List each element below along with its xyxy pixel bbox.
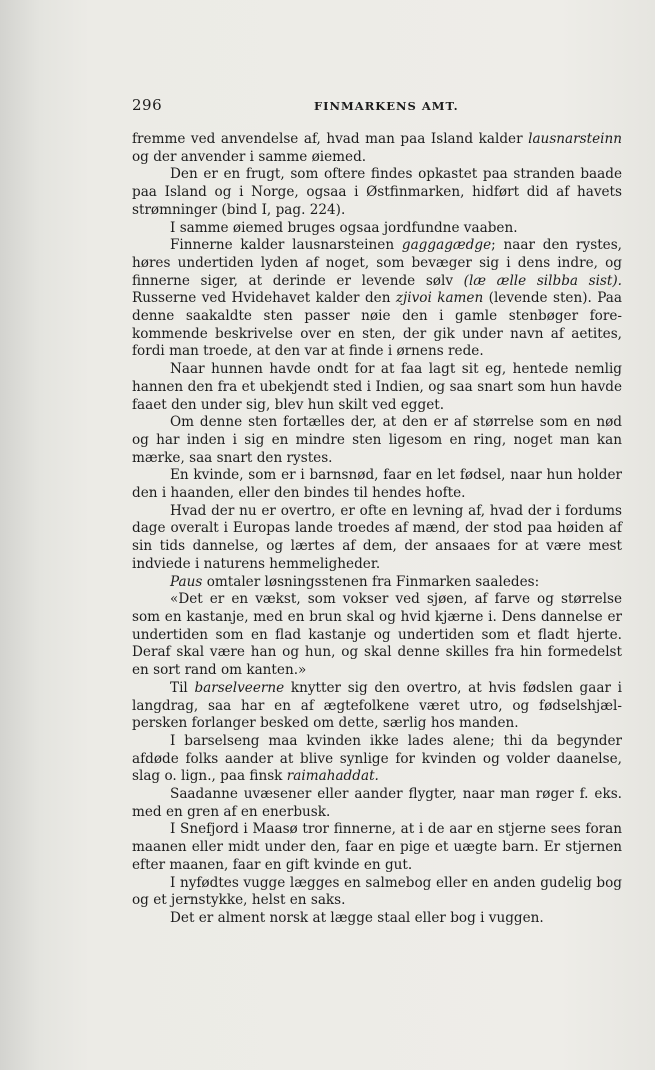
italic-term: Paus	[170, 573, 203, 590]
italic-term: lausnarsteinn	[528, 131, 622, 147]
text-run: og der anvender i samme øiemed.	[132, 148, 367, 165]
page-number: 296	[132, 96, 163, 114]
text-run: I samme øiemed bruges ogsaa jordfundne vaaben.	[170, 219, 518, 236]
text-run: I nyfødtes vugge lægges en salmebog eller en anden gudelig bog og et jernstykke, helst en saks.	[132, 874, 622, 909]
text-run: (levende sten). Paa denne saakaldte sten passer nøie den i gamle stenbøger forekommende beskrivelse over en sten, der gik under navn af aetites, fordi man troede, at den var at finde i ørnens rede.	[132, 290, 622, 360]
text-run: omtaler løsningsstenen fra Finmarken saaledes:	[202, 573, 540, 590]
paragraph	[132, 875, 622, 910]
paragraph	[132, 733, 622, 786]
text-run: Det er alment norsk at lægge staal eller bog i vuggen.	[170, 909, 544, 926]
paragraph	[132, 821, 622, 874]
paragraph	[132, 910, 622, 928]
paragraph	[132, 786, 622, 821]
paragraph	[132, 166, 622, 219]
page-header	[132, 96, 622, 116]
italic-term: barselveerne	[194, 679, 285, 696]
paragraph	[132, 680, 622, 733]
paragraph	[132, 414, 622, 467]
text-run: Naar hunnen havde ondt for at faa lagt sit eg, hentede nemlig hannen den fra et ubekjendt sted i Indien, og saa snart som hun havde faaet den under sig, blev hun skilt ved egget.	[132, 361, 622, 413]
paragraph	[132, 361, 622, 414]
paragraph	[132, 237, 622, 361]
paragraph	[132, 503, 622, 574]
paragraph	[132, 131, 622, 166]
paragraph	[132, 574, 622, 592]
text-run: fremme ved anvendelse af, hvad man paa Island kalder	[132, 131, 529, 147]
text-run: Den er en frugt, som oftere findes opkastet paa stranden baade paa Island og i Norge, ogsaa i Østfinmarken, hidført did af havets strømninger (bind I, pag. 224).	[132, 166, 622, 218]
paragraph	[132, 467, 622, 502]
italic-term: (læ ælle silbba sist).	[463, 272, 622, 289]
text-run: En kvinde, som er i barnsnød, faar en let fødsel, naar hun holder den i haanden, eller den bindes til hendes hofte.	[132, 467, 622, 502]
text-run: knytter sig den overtro, at hvis fødslen gaar i langdrag, saa har en af ægtefolkene været utro, og fødselshjælpersken forlanger besked om dette, særlig hos manden.	[132, 679, 622, 732]
text-run: I Snefjord i Maasø tror finnerne, at i de aar en stjerne sees foran maanen eller midt under den, faar en pige et uægte barn. Er stjernen efter maanen, faar en gift kvinde en gut.	[132, 821, 622, 873]
text-run: Russerne ved Hvidehavet kalder den	[132, 290, 396, 307]
text-run: I barselseng maa kvinden ikke lades alene; thi da begynder afdøde folks aander at blive synlige for kvinden og volder daanelse, slag o. lign., paa finsk	[132, 732, 622, 785]
paragraph	[132, 591, 622, 680]
text-run: Finnerne kalder lausnarsteinen	[170, 237, 402, 254]
text-run: ; naar den rystes, høres undertiden lyden af noget, som bevæger sig i dens indre, og finnerne siger, at derinde er levende sølv	[132, 237, 622, 289]
paragraph	[132, 220, 622, 238]
text-run: Saadanne uvæsener eller aander flygter, naar man røger f. eks. med en gren af en enerbusk.	[132, 786, 622, 820]
italic-term: raimahaddat.	[286, 768, 379, 785]
text-run: Til	[170, 679, 195, 696]
italic-term: gaggagædge	[401, 237, 492, 254]
text-run: «Det er en vækst, som vokser ved sjøen, af farve og størrelse som en kastanje, med en brun skal og hvid kjærne i. Dens dannelse er undertiden som en flad kastanje og undertiden som et fladt hjerte. Deraf skal være han og hun, og skal denne skilles fra hin formedelst en sort rand om kanten.»	[132, 591, 622, 679]
body-text	[132, 131, 622, 928]
text-run: Hvad der nu er overtro, er ofte en levning af, hvad der i fordums dage overalt i Europas lande troedes af mænd, der stod paa høiden af sin tids dannelse, og lærtes af dem, der ansaaes for at være mest indviede i naturens hemmeligheder.	[132, 502, 622, 572]
text-run: Om denne sten fortælles der, at den er af størrelse som en nød og har inden i sig en mindre sten ligesom en ring, noget man kan mærke, saa snart den rystes.	[132, 414, 622, 466]
running-title: FINMARKENS AMT.	[314, 99, 459, 113]
italic-term: zjivoi kamen	[395, 290, 484, 307]
